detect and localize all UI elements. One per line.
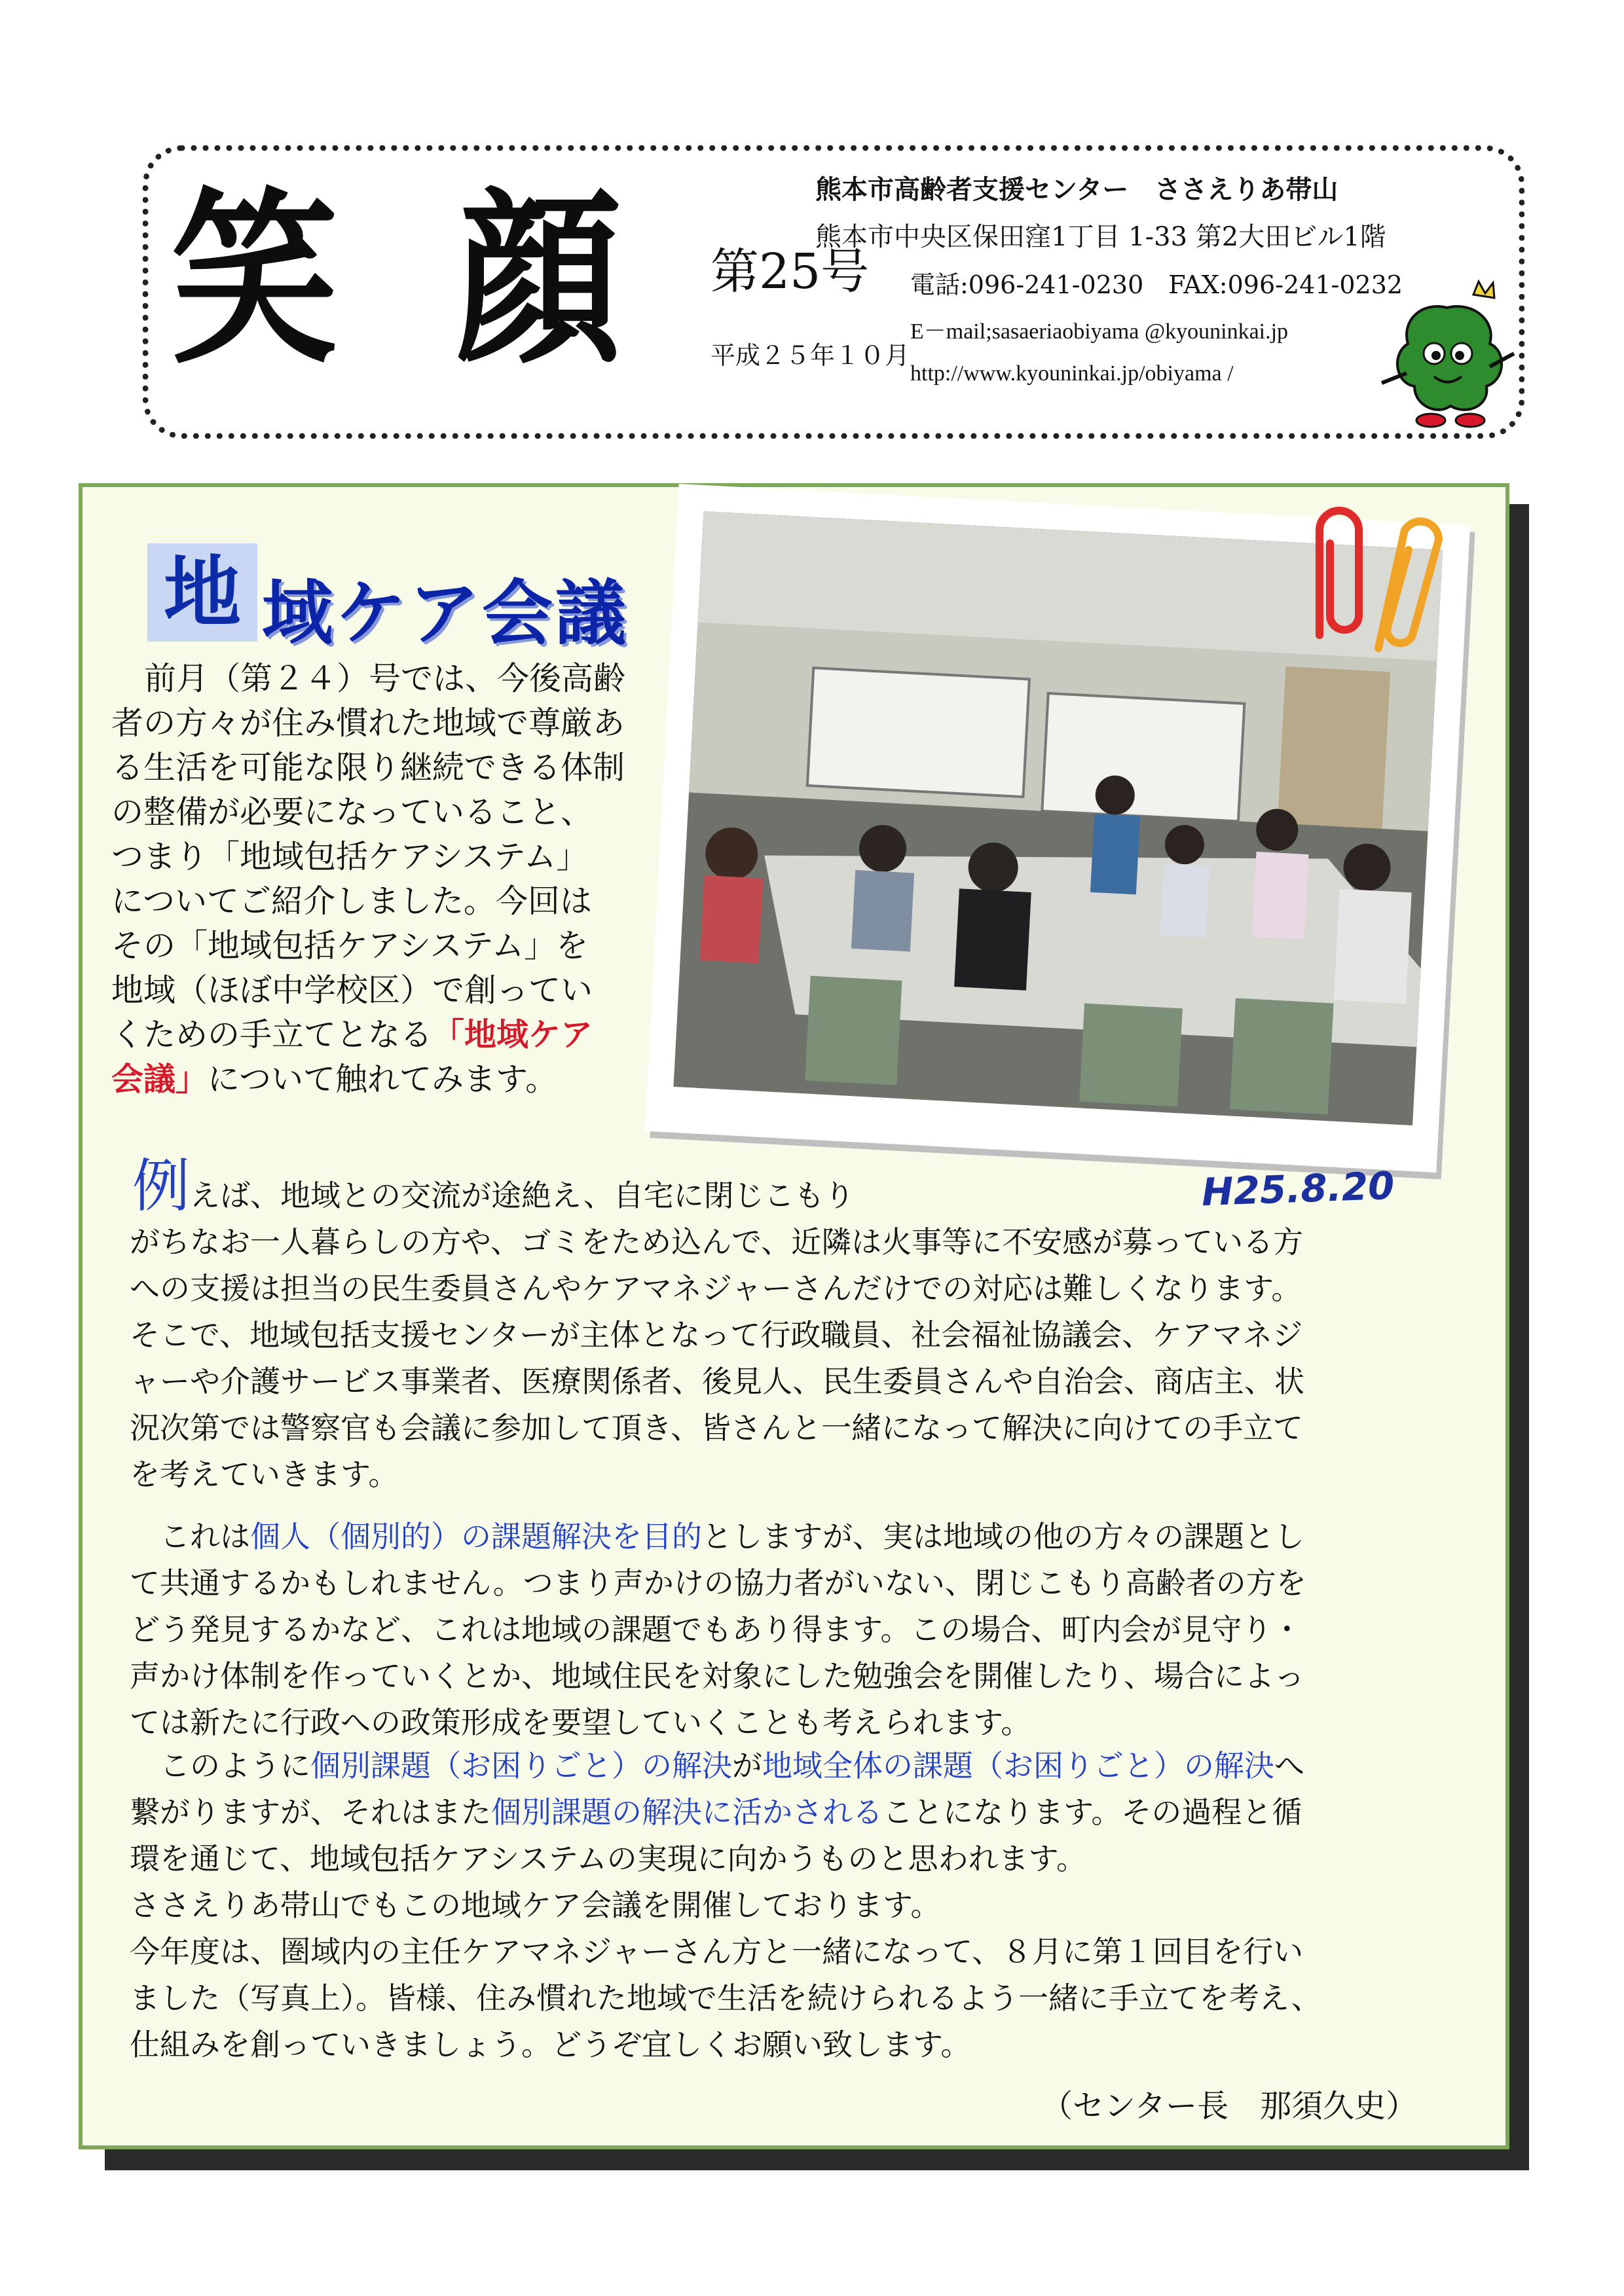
body-line: 仕組みを創っていきましょう。どうぞ宜しくお願い致します。: [130, 2027, 971, 2062]
highlight-blue: 個別課題の解決に活かされる: [491, 1795, 883, 1830]
address: 熊本市中央区保田窪1丁目 1-33 第2大田ビル1階: [815, 222, 1386, 252]
intro-line: 前月（第２４）号では、今後高齢: [144, 660, 626, 697]
body-line: ては新たに行政への政策形成を要望していくことも考えられます。: [130, 1705, 1031, 1740]
body-line: を考えていきます。: [130, 1457, 399, 1492]
issue-date: 平成２５年１０月: [710, 341, 910, 370]
red-paperclip-icon: [1293, 504, 1365, 642]
drop-cap: 例: [132, 1152, 191, 1220]
body-line: どう発見するかなど、これは地域の課題でもあり得ます。この場合、町内会が見守り・: [130, 1612, 1302, 1647]
highlight-red: 「地域ケア: [432, 1016, 593, 1053]
intro-line: [111, 1057, 668, 1102]
body-line: [130, 1152, 1472, 1220]
intro-line: の整備が必要になっていること、: [111, 793, 593, 831]
intro-text-segment: について触れてみます。: [208, 1061, 558, 1098]
intro-text-segment: くための手立てとなる: [111, 1016, 433, 1053]
body-line: 環を通じて、地域包括ケアシステムの実現に向かうものと思われます。: [130, 1841, 1086, 1876]
body-line: 声かけ体制を作っていくとか、地域住民を対象にした勉強会を開催したり、場合によっ: [130, 1658, 1304, 1694]
email: E－mail;sasaeriaobiyama @kyouninkai.jp: [910, 319, 1289, 344]
body-text-segment: これは: [160, 1519, 250, 1554]
intro-line: [111, 1013, 668, 1057]
heading-main: 域ケア会議: [262, 573, 629, 655]
body-text-segment: へ: [1274, 1748, 1304, 1783]
photo-date: H25.8.20: [1200, 1163, 1395, 1215]
intro-line: その「地域包括ケアシステム」を: [111, 927, 589, 964]
paragraph-2: [130, 1514, 1472, 1746]
highlight-blue: 個人（個別的）の課題解決を目的: [250, 1519, 702, 1554]
intro-line: 者の方々が住み慣れた地域で尊厳あ: [111, 704, 625, 742]
intro-line: る生活を可能な限り継続できる体制: [111, 749, 625, 786]
phone-fax: 電話:096-241-0230 FAX:096-241-0232: [910, 270, 1403, 299]
website-url: http://www.kyouninkai.jp/obiyama /: [910, 361, 1234, 386]
paragraph-3: [130, 1743, 1472, 2068]
body-line: 況次第では警察官も会議に参加して頂き、皆さんと一緒になって解決に向けての手立て: [130, 1410, 1304, 1446]
organization-name: 熊本市高齢者支援センター ささえりあ帯山: [815, 175, 1338, 204]
issue-number: 第25号: [710, 244, 870, 300]
mascot-icon: [1375, 275, 1519, 432]
body-line: [130, 1789, 1472, 1836]
body-line: ささえりあ帯山でもこの地域ケア会議を開催しております。: [130, 1887, 941, 1923]
body-line: 今年度は、圏域内の主任ケアマネジャーさん方と一緒になって、８月に第１回目を行い: [130, 1934, 1304, 1969]
signature: （センター長 那須久史）: [1041, 2088, 1418, 2124]
body-line: そこで、地域包括支援センターが主体となって行政職員、社会福祉協議会、ケアマネジ: [130, 1317, 1303, 1353]
orange-paperclip-icon: [1365, 504, 1444, 655]
paragraph-1: [130, 1152, 1472, 1498]
intro-line: 地域（ほぼ中学校区）で創ってい: [111, 972, 593, 1009]
body-line: て共通するかもしれません。つまり声かけの協力者がいない、閉じこもり高齢者の方を: [130, 1565, 1306, 1601]
intro-line: つまり「地域包括ケアシステム」: [111, 838, 589, 875]
highlight-blue: 地域全体の課題（お困りごと）の解決: [762, 1748, 1274, 1783]
body-text-segment: ことになります。その過程と循: [883, 1795, 1302, 1830]
body-line: ャーや介護サービス事業者、医療関係者、後見人、民生委員さんや自治会、商店主、状: [130, 1364, 1304, 1399]
body-line: [130, 1514, 1472, 1560]
intro-text: [111, 657, 668, 1102]
body-line: への支援は担当の民生委員さんやケアマネジャーさんだけでの対応は難しくなります。: [130, 1271, 1302, 1306]
highlight-blue: 個別課題（お困りごと）の解決: [310, 1748, 732, 1783]
body-line: がちなお一人暮らしの方や、ゴミをため込んで、近隣は火事等に不安感が募っている方: [130, 1224, 1304, 1260]
title-char-2: 顔: [455, 170, 623, 390]
highlight-red: 会議」: [111, 1061, 208, 1098]
intro-line: についてご紹介しました。今回は: [111, 883, 593, 920]
body-text-segment: が: [732, 1748, 762, 1783]
title-char-1: 笑: [172, 170, 339, 390]
body-text-segment: えば、地域との交流が途絶え、自宅に閉じこもり: [190, 1178, 855, 1213]
body-line: [130, 1743, 1472, 1789]
heading-first-char: 地: [147, 543, 257, 642]
body-line: ました（写真上）。皆様、住み慣れた地域で生活を続けられるよう一緒に手立てを考え、: [130, 1980, 1321, 2016]
body-text-segment: このように: [160, 1748, 310, 1783]
body-text-segment: 繋がりますが、それはまた: [130, 1795, 491, 1830]
body-text-segment: としますが、実は地域の他の方々の課題とし: [702, 1519, 1304, 1554]
